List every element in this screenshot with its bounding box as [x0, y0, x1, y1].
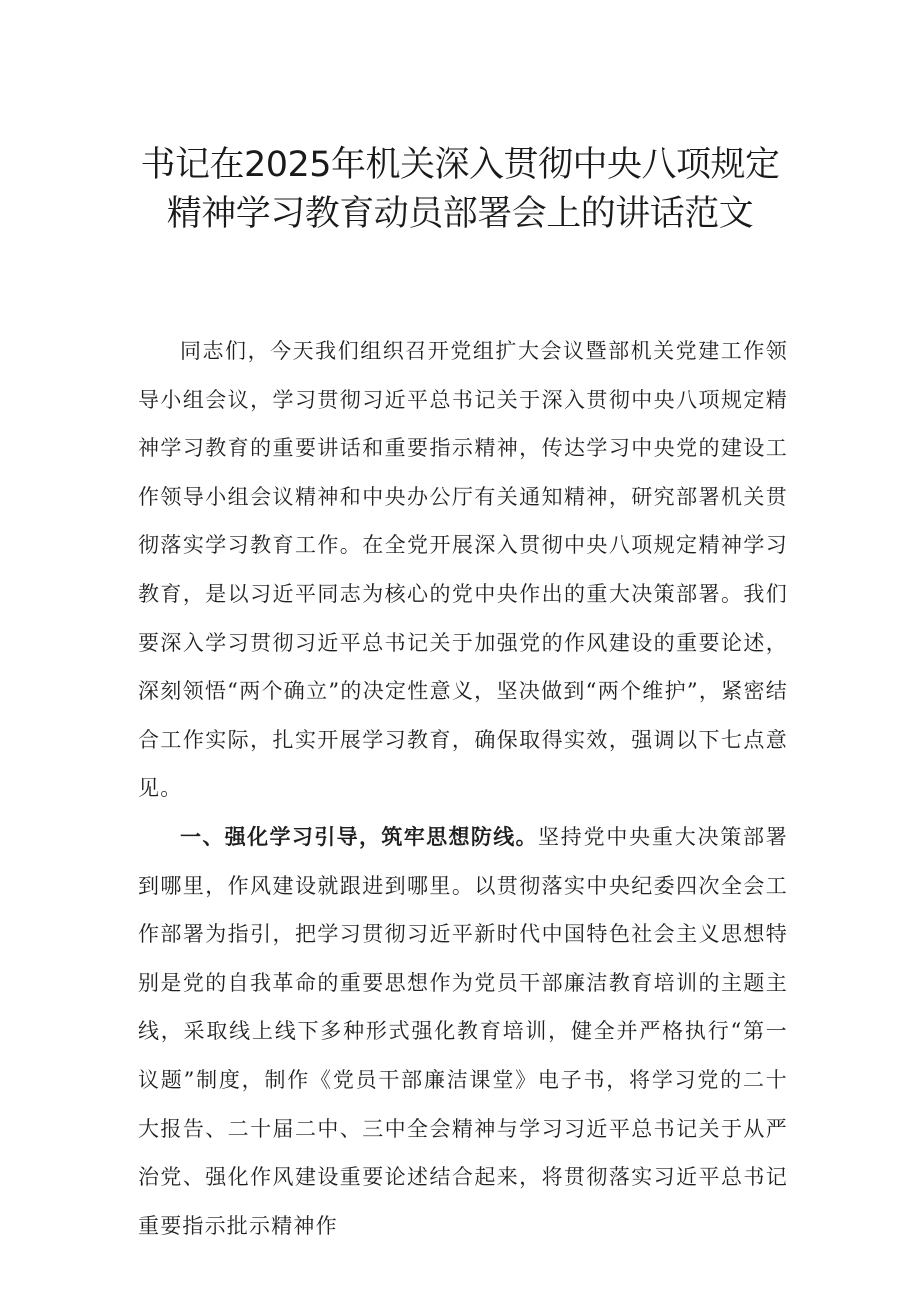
paragraph-opening	[138, 327, 788, 813]
paragraph-section-1	[138, 813, 788, 1250]
document-body	[138, 327, 788, 1250]
paragraph-opening-text: 同志们，今天我们组织召开党组扩大会议暨部机关党建工作领导小组会议，学习贯彻习近平总书记关于深入贯彻中央八项规定精神学习教育的重要讲话和重要指示精神，传达学习中央党的建设工作领导小组会议精神和中央办公厅有关通知精神，研究部署机关贯彻落实学习教育工作。在全党开展深入贯彻中央八项规定精神学习教育，是以习近平同志为核心的党中央作出的重大决策部署。我们要深入学习贯彻习近平总书记关于加强党的作风建设的重要论述，深刻领悟“两个确立”的决定性意义，坚决做到“两个维护”，紧密结合工作实际，扎实开展学习教育，确保取得实效，强调以下七点意见。	[138, 339, 788, 801]
document-title-line-1: 书记在2025年机关深入贯彻中央八项规定	[140, 145, 780, 185]
document-title-line-2: 精神学习教育动员部署会上的讲话范文	[166, 194, 754, 234]
section-1-heading: 一、强化学习引导，筑牢思想防线。	[180, 824, 539, 849]
section-1-text: 坚持党中央重大决策部署到哪里，作风建设就跟进到哪里。以贯彻落实中央纪委四次全会工作部署为指引，把学习贯彻习近平新时代中国特色社会主义思想特别是党的自我革命的重要思想作为党员干部廉洁教育培训的主题主线，采取线上线下多种形式强化教育培训，健全并严格执行“第一议题”制度，制作《党员干部廉洁课堂》电子书，将学习党的二十大报告、二十届二中、三中全会精神与学习习近平总书记关于从严治党、强化作风建设重要论述结合起来，将贯彻落实习近平总书记重要指示批示精神作	[138, 824, 788, 1238]
